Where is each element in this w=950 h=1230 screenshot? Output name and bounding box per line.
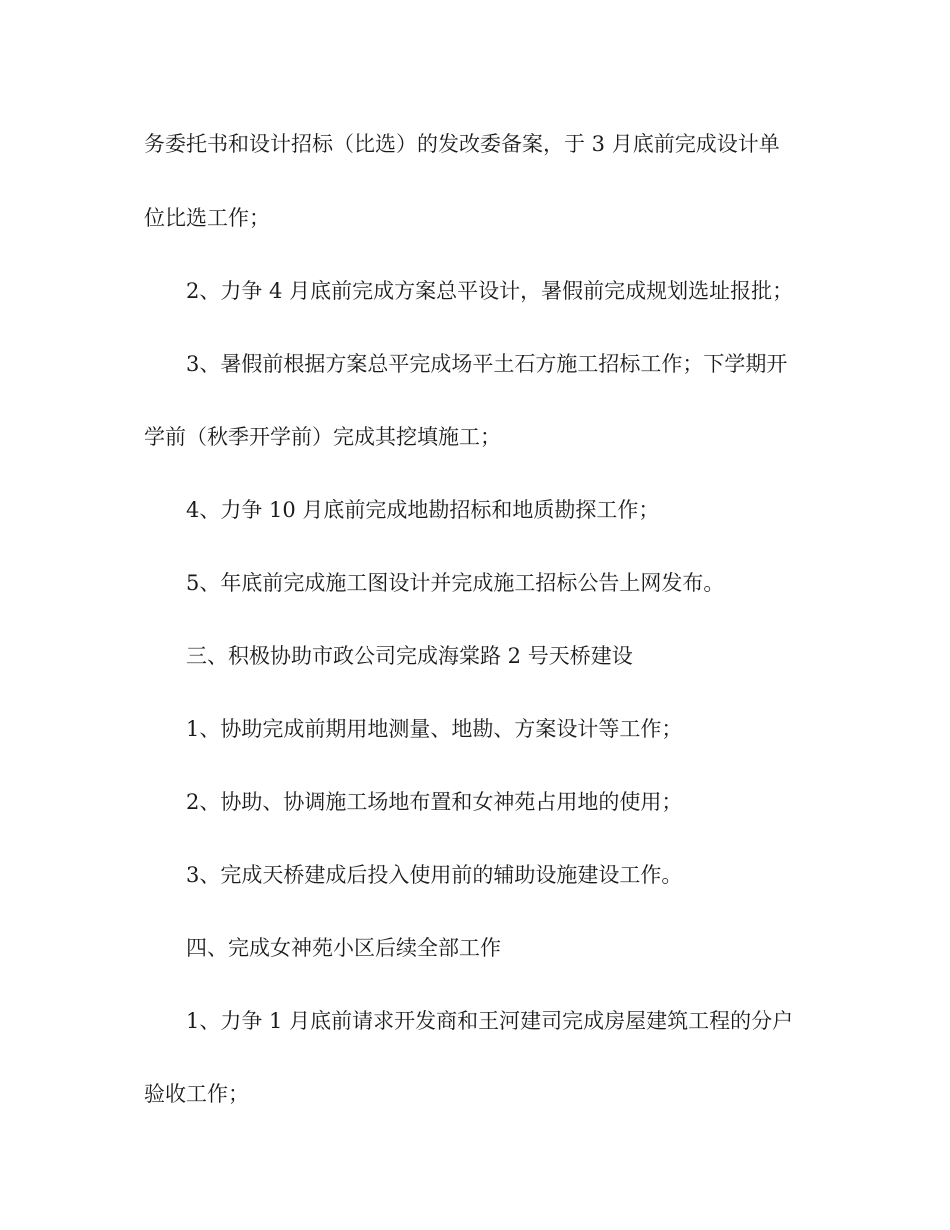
text-line: 务委托书和设计招标（比选）的发改委备案，于 3 月底前完成设计单 [144,132,780,156]
list-item: 1、协助完成前期用地测量、地勘、方案设计等工作； [186,717,683,741]
list-item: 2、协助、协调施工场地布置和女神苑占用地的使用； [186,790,683,814]
text-line: 学前（秋季开学前）完成其挖填施工； [144,425,501,449]
section-heading: 三、积极协助市政公司完成海棠路 2 号天桥建设 [186,644,633,668]
section-heading: 四、完成女神苑小区后续全部工作 [186,936,501,960]
text-line: 验收工作； [144,1082,249,1106]
list-item: 5、年底前完成施工图设计并完成施工招标公告上网发布。 [186,571,725,595]
list-item: 3、完成天桥建成后投入使用前的辅助设施建设工作。 [186,863,683,887]
list-item: 3、暑假前根据方案总平完成场平土石方施工招标工作；下学期开 [186,352,788,376]
list-item: 1、力争 1 月底前请求开发商和王河建司完成房屋建筑工程的分户 [186,1009,794,1033]
text-line: 位比选工作； [144,206,270,230]
list-item: 2、力争 4 月底前完成方案总平设计，暑假前完成规划选址报批； [186,279,794,303]
list-item: 4、力争 10 月底前完成地勘招标和地质勘探工作； [186,498,660,522]
